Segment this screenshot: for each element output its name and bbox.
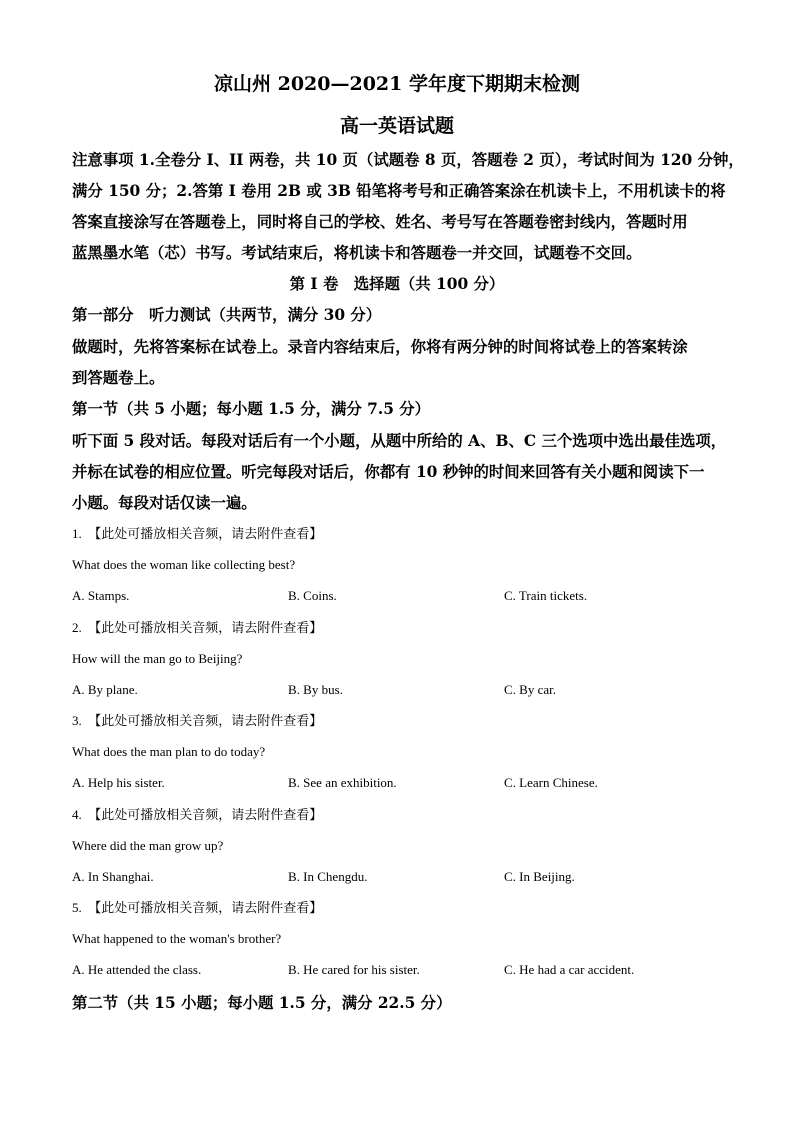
notice-line: 注意事项 1.全卷分 I、II 两卷，共 10 页（试题卷 8 页，答题卷 2 页），考试时间为 120 分钟， [72,151,744,169]
audio-placeholder: 2. 【此处可播放相关音频，请去附件查看】 [72,620,323,635]
option-b: B. Coins. [288,588,337,603]
question-text: How will the man go to Beijing? [72,651,243,666]
audio-placeholder: 1. 【此处可播放相关音频，请去附件查看】 [72,526,323,541]
notice-line: 满分 150 分；2.答第 I 卷用 2B 或 3B 铅笔将考号和正确答案涂在机读卡上，不用机读卡的将 [72,182,726,200]
question-text: What happened to the woman's brother? [72,931,282,946]
instruction-line: 到答题卷上。 [72,369,165,387]
option-c: C. By car. [504,682,556,697]
option-b: B. See an exhibition. [288,775,397,790]
question-text: Where did the man grow up? [72,838,224,853]
option-a: A. He attended the class. [72,962,202,977]
option-a: A. Stamps. [72,588,130,603]
notice-line: 答案直接涂写在答题卷上，同时将自己的学校、姓名、考号写在答题卷密封线内，答题时用 [72,213,688,231]
part1-title: 第一部分 听力测试（共两节，满分 30 分） [72,306,382,324]
option-c: C. In Beijing. [504,869,575,884]
option-b: B. By bus. [288,682,343,697]
option-c: C. He had a car accident. [504,962,635,977]
instruction-line: 小题。每段对话仅读一遍。 [72,494,257,512]
audio-placeholder: 4. 【此处可播放相关音频，请去附件查看】 [72,807,323,822]
question-text: What does the man plan to do today? [72,744,266,759]
option-c: C. Learn Chinese. [504,775,598,790]
exam-title: 凉山州 2020—2021 学年度下期期末检测 [214,73,580,95]
exam-subtitle: 高一英语试题 [339,115,454,137]
instruction-line: 听下面 5 段对话。每段对话后有一个小题，从题中所给的 A、B、C 三个选项中选出最佳选项， [72,432,727,450]
option-a: A. In Shanghai. [72,869,154,884]
notice-line: 蓝黑墨水笔（芯）书写。考试结束后，将机读卡和答题卷一并交回，试题卷不交回。 [72,244,642,262]
option-b: B. He cared for his sister. [288,962,420,977]
option-b: B. In Chengdu. [288,869,368,884]
option-a: A. By plane. [72,682,138,697]
option-a: A. Help his sister. [72,775,165,790]
section1-title: 第一节（共 5 小题；每小题 1.5 分，满分 7.5 分） [72,400,431,418]
question-text: What does the woman like collecting best? [72,557,296,572]
section2-title: 第二节（共 15 小题；每小题 1.5 分，满分 22.5 分） [72,994,452,1012]
instruction-line: 做题时，先将答案标在试卷上。录音内容结束后，你将有两分钟的时间将试卷上的答案转涂 [72,338,688,356]
audio-placeholder: 5. 【此处可播放相关音频，请去附件查看】 [72,900,323,915]
instruction-line: 并标在试卷的相应位置。听完每段对话后，你都有 10 秒钟的时间来回答有关小题和阅读下一 [72,463,705,481]
volume-title: 第 I 卷 选择题（共 100 分） [289,275,505,293]
option-c: C. Train tickets. [504,588,588,603]
audio-placeholder: 3. 【此处可播放相关音频，请去附件查看】 [72,713,323,728]
